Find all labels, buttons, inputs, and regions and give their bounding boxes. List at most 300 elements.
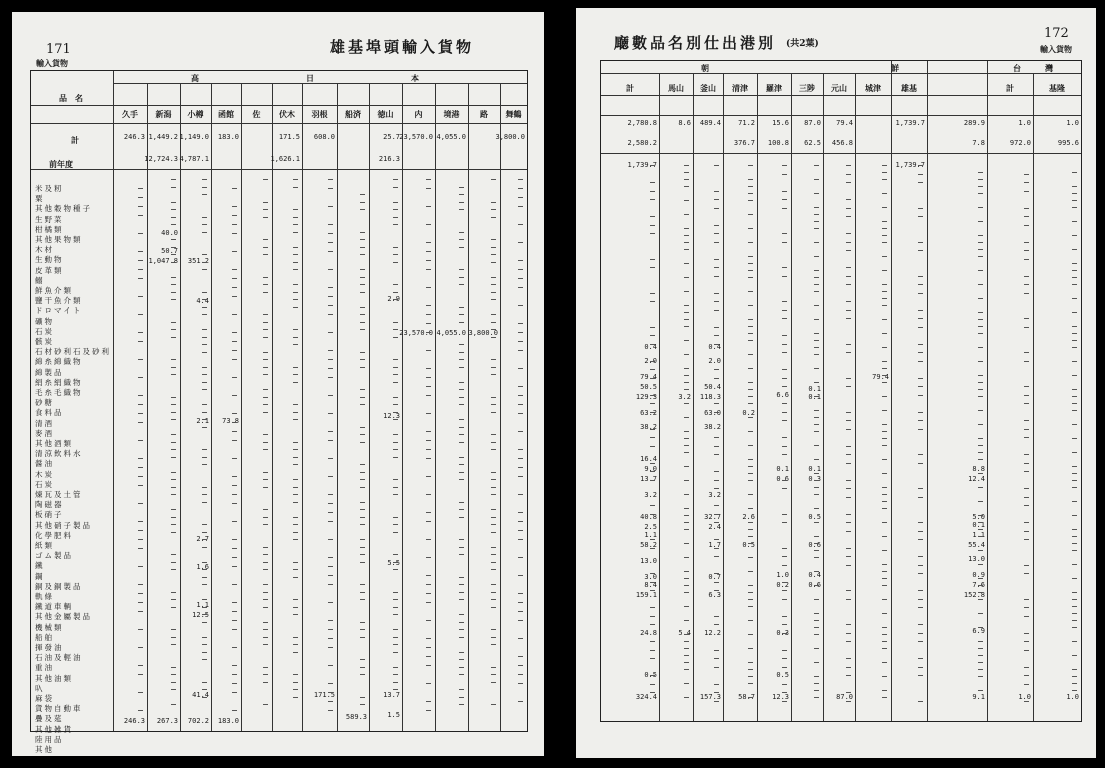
dash-mark — [714, 259, 719, 260]
item-label: 重油 — [35, 663, 54, 673]
dash-mark — [918, 412, 923, 413]
dash-mark — [171, 517, 176, 518]
dash-mark — [714, 199, 719, 200]
dash-mark — [138, 629, 143, 630]
dash-mark — [328, 557, 333, 558]
dash-mark — [714, 590, 719, 591]
dash-mark — [518, 260, 523, 261]
dash-mark — [684, 683, 689, 684]
dash-mark — [328, 476, 333, 477]
data-cell: 324.4 — [635, 693, 657, 701]
dash-mark — [138, 377, 143, 378]
dash-mark — [918, 310, 923, 311]
dash-mark — [360, 202, 365, 203]
dash-mark — [426, 521, 431, 522]
dash-mark — [782, 514, 787, 515]
total-cell: 3,800.0 — [495, 133, 525, 141]
dash-mark — [171, 434, 176, 435]
dash-mark — [714, 327, 719, 328]
dash-mark — [293, 607, 298, 608]
dash-mark — [882, 550, 887, 551]
dash-mark — [1024, 565, 1029, 566]
dash-mark — [684, 417, 689, 418]
dash-mark — [263, 397, 268, 398]
dash-mark — [393, 449, 398, 450]
dash-mark — [714, 208, 719, 209]
dash-mark — [171, 472, 176, 473]
dash-mark — [202, 449, 207, 450]
dash-mark — [846, 344, 851, 345]
dash-mark — [748, 277, 753, 278]
dash-mark — [459, 434, 464, 435]
dash-mark — [518, 539, 523, 540]
column-header: 城津 — [865, 83, 881, 93]
data-cell: 0.3 — [808, 475, 821, 483]
dash-mark — [518, 332, 523, 333]
dash-mark — [263, 547, 268, 548]
dash-mark — [171, 292, 176, 293]
dash-mark — [882, 179, 887, 180]
dash-mark — [1072, 207, 1077, 208]
dash-mark — [814, 508, 819, 509]
dash-mark — [232, 431, 237, 432]
dash-mark — [1024, 386, 1029, 387]
dash-mark — [518, 188, 523, 189]
dash-mark — [1072, 606, 1077, 607]
dash-mark — [846, 701, 851, 702]
item-label: 醤油 — [35, 459, 54, 469]
data-cell: 0.5 — [742, 541, 755, 549]
dash-mark — [138, 314, 143, 315]
dash-mark — [882, 396, 887, 397]
data-cell: 8.8 — [972, 465, 985, 473]
data-cell: 40.8 — [640, 513, 657, 521]
right-page-title: 廰數品名別仕出港別 — [614, 34, 777, 52]
dash-mark — [491, 284, 496, 285]
dash-mark — [978, 410, 983, 411]
item-label: 化學肥料 — [35, 530, 73, 540]
dash-mark — [846, 454, 851, 455]
dash-mark — [918, 344, 923, 345]
dash-mark — [714, 701, 719, 702]
dash-mark — [814, 683, 819, 684]
data-cell: 5.0 — [972, 513, 985, 521]
dash-mark — [459, 269, 464, 270]
dash-mark — [918, 667, 923, 668]
item-label: 食料品 — [35, 408, 64, 418]
dash-mark — [1072, 613, 1077, 614]
dash-mark — [748, 543, 753, 544]
data-cell: 1,739.7 — [895, 161, 925, 169]
dash-mark — [748, 389, 753, 390]
prev-year-cell: 4,787.1 — [179, 155, 209, 163]
dash-mark — [1072, 200, 1077, 201]
dash-mark — [459, 629, 464, 630]
dash-mark — [978, 676, 983, 677]
dash-mark — [918, 327, 923, 328]
dash-mark — [138, 647, 143, 648]
dash-mark — [518, 512, 523, 513]
dash-mark — [393, 254, 398, 255]
dash-mark — [814, 284, 819, 285]
dash-mark — [171, 374, 176, 375]
dash-mark — [491, 262, 496, 263]
dash-mark — [814, 431, 819, 432]
dash-mark — [138, 485, 143, 486]
dash-mark — [978, 578, 983, 579]
data-cell: 13.0 — [968, 555, 985, 563]
dash-mark — [393, 322, 398, 323]
item-label: 機械類 — [35, 622, 64, 632]
data-cell: 1.1 — [644, 531, 657, 539]
dash-mark — [459, 277, 464, 278]
dash-mark — [393, 404, 398, 405]
data-cell: 6.3 — [708, 591, 721, 599]
dash-mark — [846, 599, 851, 600]
dash-mark — [360, 359, 365, 360]
column-rule — [241, 83, 242, 731]
column-rule — [693, 73, 694, 721]
dash-mark — [491, 397, 496, 398]
dash-mark — [882, 424, 887, 425]
dash-mark — [360, 509, 365, 510]
data-cell: 1.0 — [776, 571, 789, 579]
dash-mark — [782, 488, 787, 489]
dash-mark — [360, 502, 365, 503]
dash-mark — [293, 269, 298, 270]
dash-mark — [360, 322, 365, 323]
dash-mark — [293, 217, 298, 218]
dash-mark — [518, 305, 523, 306]
dash-mark — [978, 473, 983, 474]
dash-mark — [748, 676, 753, 677]
data-cell: 50.7 — [161, 247, 178, 255]
dash-mark — [393, 629, 398, 630]
dash-mark — [918, 624, 923, 625]
item-label: 鹽干魚介類 — [35, 296, 83, 306]
dash-mark — [846, 692, 851, 693]
dash-mark — [846, 412, 851, 413]
dash-mark — [518, 341, 523, 342]
dash-mark — [171, 487, 176, 488]
dash-mark — [650, 182, 655, 183]
dash-mark — [232, 440, 237, 441]
right-group-header-2: 鮮 — [891, 63, 899, 73]
dash-mark — [491, 674, 496, 675]
dash-mark — [978, 592, 983, 593]
dash-mark — [138, 359, 143, 360]
dash-mark — [328, 584, 333, 585]
dash-mark — [138, 548, 143, 549]
dash-mark — [328, 494, 333, 495]
dash-mark — [232, 458, 237, 459]
dash-mark — [1072, 620, 1077, 621]
dash-mark — [1072, 172, 1077, 173]
dash-mark — [263, 487, 268, 488]
dash-mark — [232, 674, 237, 675]
column-rule — [302, 83, 303, 731]
column-rule — [369, 83, 370, 731]
dash-mark — [918, 429, 923, 430]
dash-mark — [263, 622, 268, 623]
dash-mark — [459, 689, 464, 690]
dash-mark — [748, 620, 753, 621]
dash-mark — [684, 186, 689, 187]
dash-mark — [978, 207, 983, 208]
dash-mark — [714, 191, 719, 192]
dash-mark — [202, 307, 207, 308]
dash-mark — [459, 419, 464, 420]
dash-mark — [202, 232, 207, 233]
dash-mark — [293, 697, 298, 698]
dash-mark — [138, 269, 143, 270]
dash-mark — [684, 641, 689, 642]
dash-mark — [882, 193, 887, 194]
dash-mark — [978, 501, 983, 502]
dash-mark — [459, 502, 464, 503]
dash-mark — [814, 228, 819, 229]
data-cell: 1,047.8 — [148, 257, 178, 265]
total-cell: 8.6 — [678, 119, 691, 127]
dash-mark — [491, 667, 496, 668]
total-cell: 171.5 — [278, 133, 300, 141]
dash-mark — [328, 692, 333, 693]
dash-mark — [293, 577, 298, 578]
dash-mark — [459, 554, 464, 555]
data-cell: 9.1 — [972, 693, 985, 701]
dash-mark — [684, 480, 689, 481]
dash-mark — [918, 174, 923, 175]
item-label: 其他果物類 — [35, 235, 83, 244]
dash-mark — [491, 202, 496, 203]
dash-mark — [360, 472, 365, 473]
dash-mark — [263, 599, 268, 600]
dash-mark — [171, 532, 176, 533]
dash-mark — [171, 449, 176, 450]
dash-mark — [202, 524, 207, 525]
dash-mark — [814, 305, 819, 306]
dash-mark — [171, 494, 176, 495]
dash-mark — [918, 641, 923, 642]
dash-mark — [202, 637, 207, 638]
dash-mark — [426, 665, 431, 666]
dash-mark — [360, 464, 365, 465]
dash-mark — [518, 593, 523, 594]
data-cell: 0.5 — [644, 671, 657, 679]
dash-mark — [650, 505, 655, 506]
dash-mark — [393, 284, 398, 285]
dash-mark — [263, 682, 268, 683]
dash-mark — [978, 249, 983, 250]
dash-mark — [782, 335, 787, 336]
dash-mark — [393, 562, 398, 563]
dash-mark — [171, 179, 176, 180]
dash-mark — [650, 582, 655, 583]
dash-mark — [360, 367, 365, 368]
dash-mark — [814, 648, 819, 649]
group-header-2: 日 — [306, 73, 314, 83]
dash-mark — [138, 584, 143, 585]
data-cell: 2.6 — [742, 513, 755, 521]
dash-mark — [748, 466, 753, 467]
dash-mark — [518, 224, 523, 225]
dash-mark — [459, 674, 464, 675]
dash-mark — [393, 569, 398, 570]
dash-mark — [393, 689, 398, 690]
dash-mark — [202, 652, 207, 653]
dash-mark — [882, 648, 887, 649]
dash-mark — [918, 565, 923, 566]
dash-mark — [171, 262, 176, 263]
dash-mark — [328, 665, 333, 666]
dash-mark — [882, 256, 887, 257]
data-cell: 0.6 — [808, 581, 821, 589]
dash-mark — [171, 704, 176, 705]
dash-mark — [684, 340, 689, 341]
dash-mark — [393, 599, 398, 600]
dash-mark — [263, 584, 268, 585]
dash-mark — [918, 675, 923, 676]
dash-mark — [171, 569, 176, 570]
dash-mark — [263, 209, 268, 210]
dash-mark — [814, 207, 819, 208]
dash-mark — [293, 382, 298, 383]
dash-mark — [882, 410, 887, 411]
dash-mark — [714, 344, 719, 345]
dash-mark — [650, 395, 655, 396]
dash-mark — [650, 590, 655, 591]
dash-mark — [202, 292, 207, 293]
dash-mark — [1024, 403, 1029, 404]
dash-mark — [1072, 501, 1077, 502]
dash-mark — [459, 472, 464, 473]
item-label: 揮發油 — [35, 643, 64, 652]
dash-mark — [814, 270, 819, 271]
dash-mark — [328, 269, 333, 270]
dash-mark — [650, 539, 655, 540]
data-cell: 32.7 — [704, 513, 721, 521]
port-header: 久手 — [122, 109, 138, 119]
dash-mark — [426, 431, 431, 432]
item-label: 石油及輕油 — [35, 653, 83, 663]
dash-mark — [491, 592, 496, 593]
dash-mark — [138, 188, 143, 189]
dash-mark — [138, 395, 143, 396]
dash-mark — [518, 620, 523, 621]
dash-mark — [232, 692, 237, 693]
dash-mark — [650, 216, 655, 217]
dash-mark — [1024, 675, 1029, 676]
item-label: 鮮魚介類 — [35, 286, 73, 295]
dash-mark — [650, 259, 655, 260]
dash-mark — [491, 412, 496, 413]
dash-mark — [814, 627, 819, 628]
dash-mark — [393, 337, 398, 338]
dash-mark — [459, 239, 464, 240]
column-rule — [468, 83, 469, 731]
dash-mark — [328, 305, 333, 306]
column-rule — [723, 73, 724, 721]
dash-mark — [882, 473, 887, 474]
data-cell: 2.0 — [708, 357, 721, 365]
dash-mark — [232, 557, 237, 558]
dash-mark — [293, 682, 298, 683]
data-cell: 0.4 — [708, 343, 721, 351]
dash-mark — [138, 341, 143, 342]
total-cell: 289.9 — [963, 119, 985, 127]
dash-mark — [918, 182, 923, 183]
data-cell: 63.2 — [640, 409, 657, 417]
dash-mark — [202, 224, 207, 225]
dash-mark — [748, 256, 753, 257]
dash-mark — [684, 368, 689, 369]
dash-mark — [714, 454, 719, 455]
dash-mark — [202, 562, 207, 563]
dash-mark — [293, 254, 298, 255]
dash-mark — [232, 476, 237, 477]
dash-mark — [714, 667, 719, 668]
dash-mark — [978, 438, 983, 439]
dash-mark — [293, 292, 298, 293]
dash-mark — [171, 202, 176, 203]
dash-mark — [426, 179, 431, 180]
dash-mark — [650, 437, 655, 438]
dash-mark — [426, 602, 431, 603]
dash-mark — [650, 446, 655, 447]
dash-mark — [328, 710, 333, 711]
dash-mark — [232, 269, 237, 270]
dash-mark — [978, 669, 983, 670]
dash-mark — [263, 472, 268, 473]
dash-mark — [459, 464, 464, 465]
dash-mark — [426, 350, 431, 351]
dash-mark — [650, 480, 655, 481]
dash-mark — [714, 165, 719, 166]
total-cell: 1,739.7 — [895, 119, 925, 127]
dash-mark — [1072, 627, 1077, 628]
column-header: 計 — [1006, 83, 1014, 93]
dash-mark — [232, 215, 237, 216]
dash-mark — [882, 585, 887, 586]
dash-mark — [1024, 293, 1029, 294]
dash-mark — [360, 562, 365, 563]
dash-mark — [814, 662, 819, 663]
dash-mark — [360, 277, 365, 278]
dash-mark — [714, 301, 719, 302]
dash-mark — [293, 232, 298, 233]
dash-mark — [459, 247, 464, 248]
dash-mark — [1024, 174, 1029, 175]
dash-mark — [138, 251, 143, 252]
data-cell: 73.8 — [222, 417, 239, 425]
dash-mark — [518, 206, 523, 207]
dash-mark — [1072, 515, 1077, 516]
dash-mark — [814, 291, 819, 292]
dash-mark — [518, 683, 523, 684]
dash-mark — [518, 431, 523, 432]
data-cell: 6.6 — [776, 391, 789, 399]
dash-mark — [978, 536, 983, 537]
dash-mark — [814, 634, 819, 635]
dash-mark — [293, 539, 298, 540]
total-cell: 1.0 — [1018, 119, 1031, 127]
dash-mark — [491, 509, 496, 510]
data-cell: 12.3 — [772, 693, 789, 701]
dash-mark — [518, 242, 523, 243]
dash-mark — [171, 554, 176, 555]
dash-mark — [882, 235, 887, 236]
dash-mark — [293, 562, 298, 563]
